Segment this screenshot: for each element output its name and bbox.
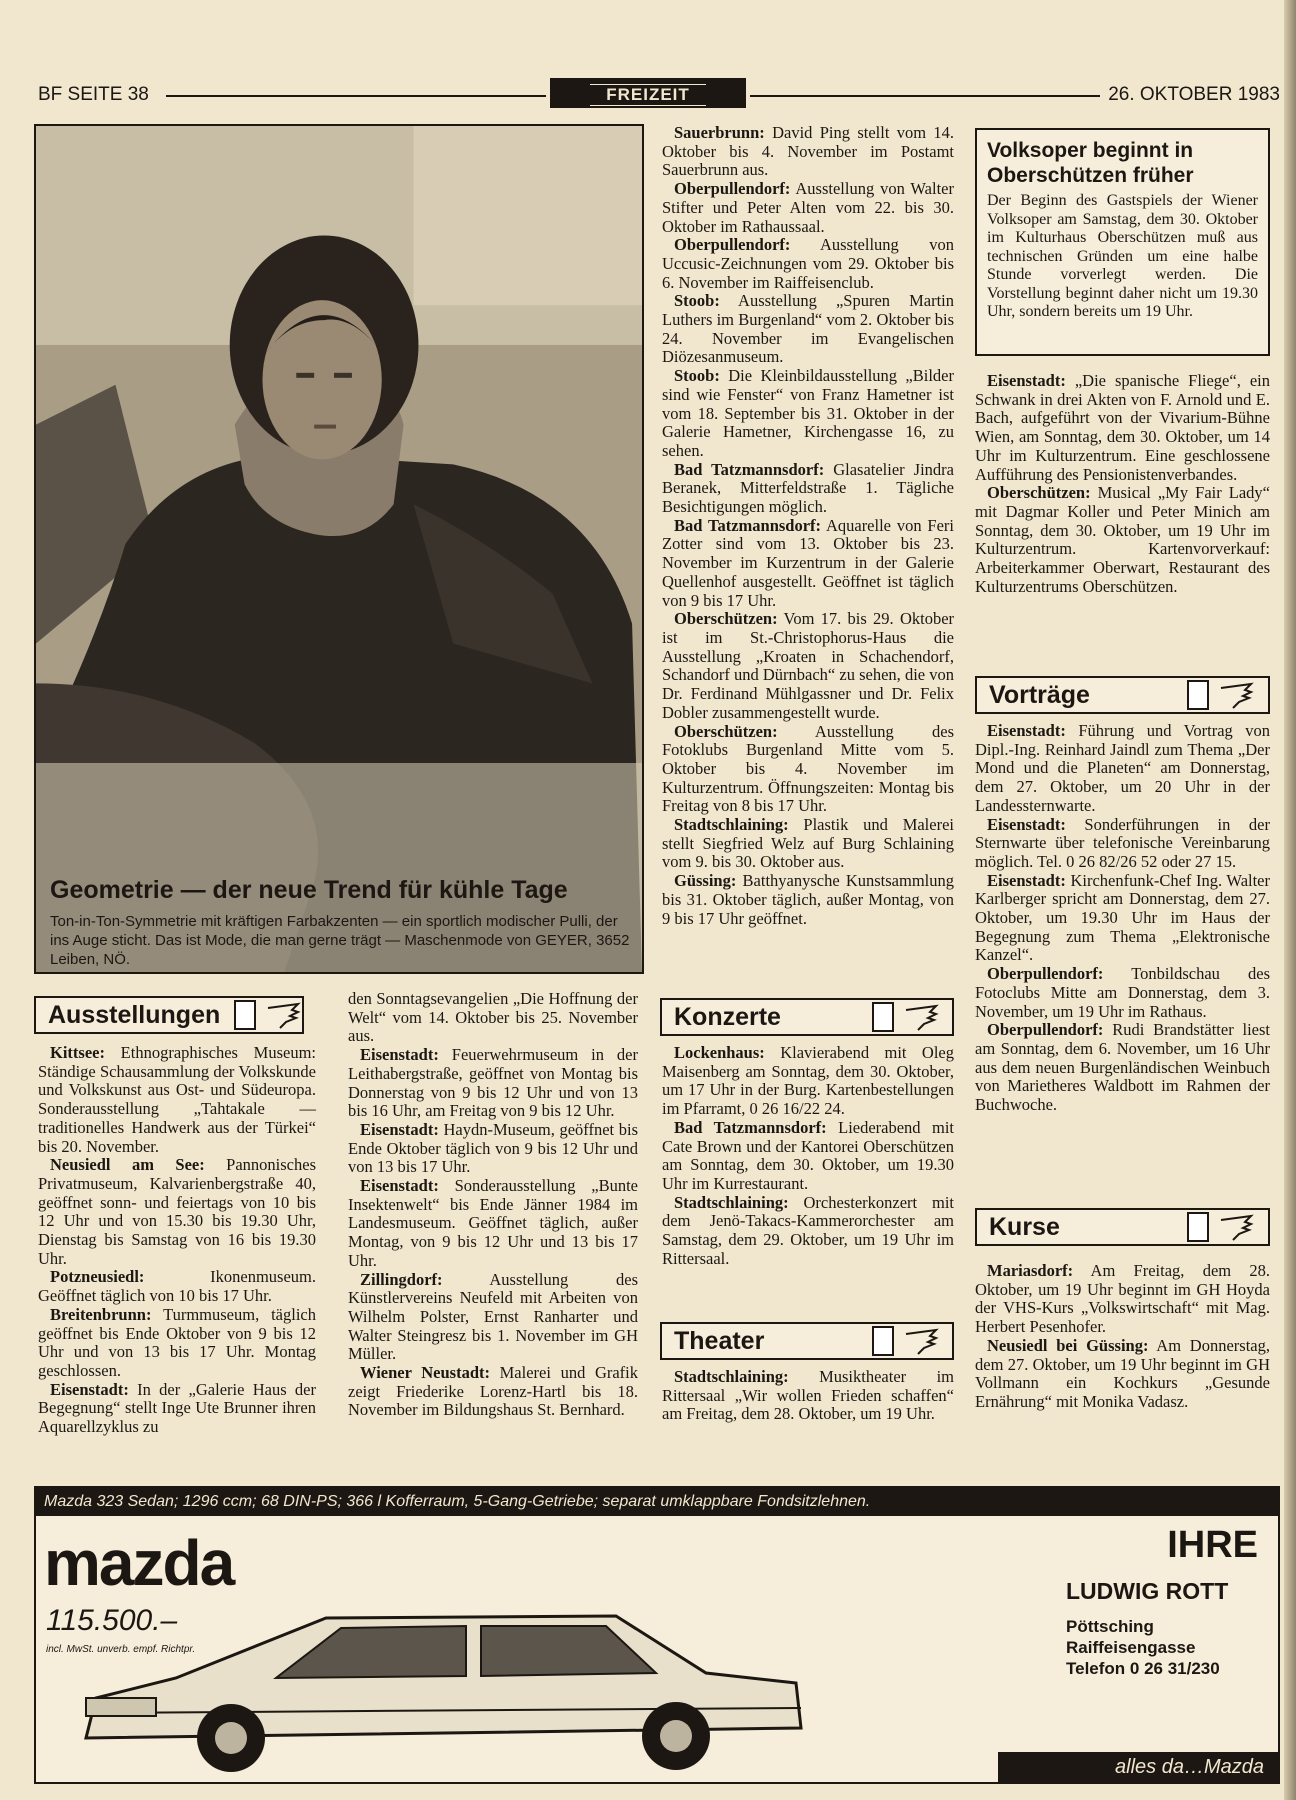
ad-price: 115.500.– <box>46 1604 178 1637</box>
mazda-logo: mazda <box>44 1527 234 1599</box>
list-item: Eisenstadt: Sonderausstellung „Bunte Insektenwelt“ bis Ende Jänner 1984 im Landesmuseum. Geöffnet täglich, außer Montag, von 9 bis 12 Uhr und 13 bis 17 Uhr. <box>348 1176 638 1270</box>
list-item: Breitenbrunn: Turmmuseum, täglich geöffnet bis Ende Oktober von 9 bis 12 Uhr und von 13 bis 17 Uhr. Montag geschlossen. <box>38 1304 316 1380</box>
pointing-hand-icon <box>902 1002 942 1032</box>
fashion-photo <box>34 124 644 974</box>
list-item: Stoob: Die Kleinbildausstellung „Bilder sind wie Fenster“ von Franz Hametner ist vom 18. September bis 31. Oktober in der Galerie Hametner, Kirchengasse 16, zu sehen. <box>662 366 954 460</box>
page-spine-shadow <box>1284 0 1296 1800</box>
section-header-vortraege <box>975 676 1270 714</box>
list-item: Potzneusiedl: Ikonenmuseum. Geöffnet täglich von 10 bis 17 Uhr. <box>38 1267 316 1306</box>
list-item: Bad Tatzmannsdorf: Glasatelier Jindra Beranek, Mitterfeldstraße 1. Tägliche Besichtigungen möglich. <box>662 459 954 517</box>
list-item: Stadtschlaining: Plastik und Malerei stellt Siegfried Welz auf Burg Schlaining vom 9. bis 30. Oktober aus. <box>662 815 954 872</box>
issue-date: 26. OKTOBER 1983 <box>1108 84 1280 105</box>
dealer-street: Raiffeisengasse <box>1066 1638 1196 1657</box>
checkbox-icon <box>1187 680 1209 710</box>
header-rule-left <box>166 95 546 97</box>
konzerte-column <box>662 1044 954 1268</box>
section-title: Kurse <box>989 1213 1060 1241</box>
list-item: Bad Tatzmannsdorf: Liederabend mit Cate Brown und der Kantorei Oberschützen am Sonntag, dem 30. Oktober, um 19.30 Uhr im Kurrestaurant. <box>662 1117 955 1193</box>
section-title: Ausstellungen <box>48 1001 221 1029</box>
ausstellungen-column-1 <box>38 1044 316 1437</box>
dealer-city: Pöttsching <box>1066 1617 1154 1636</box>
car-image <box>56 1578 816 1778</box>
section-header-kurse <box>975 1208 1270 1246</box>
section-title: Theater <box>674 1327 765 1355</box>
list-item: Eisenstadt: Führung und Vortrag von Dipl.-Ing. Reinhard Jaindl zum Thema „Der Mond und die Planeten“ am Donnerstag, dem 27. Oktober, um 20 Uhr in der Landessternwarte. <box>975 721 1271 815</box>
list-item: Lockenhaus: Klavierabend mit Oleg Maisenberg am Sonntag, dem 30. Oktober, um 17 Uhr in der Burg. Kartenbestellungen im Pfarramt, 0 26 16/22 24. <box>662 1043 954 1119</box>
right-column-top <box>975 372 1270 596</box>
section-header-ausstellungen <box>34 996 304 1034</box>
list-item: Kittsee: Ethnographisches Museum: Ständige Schausammlung der Volkskunde und Volkskunst aus Ost- und Südeuropa. Sonderausstellung „Tahtakale — traditionelles Handwerk aus der Türkei“ bis 20. November. <box>38 1043 316 1156</box>
list-item: den Sonntagsevangelien „Die Hoffnung der Welt“ vom 14. Oktober bis 25. November aus. <box>348 989 638 1046</box>
pointing-hand-icon <box>1217 680 1257 710</box>
list-item: Oberschützen: Vom 17. bis 29. Oktober ist im St.-Christophorus-Haus die Ausstellung „Kroaten in Schachendorf, Schandorf und Dürnbach“ zu sehen, die von Dr. Ferdinand Mühlgassner und Dr. Felix Dobler zusammengestellt wurde. <box>662 609 955 722</box>
list-item: Güssing: Batthyanysche Kunstsammlung bis 31. Oktober täglich, außer Montag, von 9 bis 17 Uhr geöffnet. <box>662 871 955 928</box>
photo-caption-title: Geometrie — der neue Trend für kühle Tage <box>50 876 568 904</box>
list-item: Eisenstadt: Sonderführungen in der Sternwarte über telefonische Vereinbarung möglich. Tel. 0 26 82/26 52 oder 27 15. <box>975 814 1270 871</box>
photo-caption-text: Ton-in-Ton-Symmetrie mit kräftigen Farbakzenten — ein sportlich modischer Pulli, der ins Auge sticht. Das ist Mode, die man gerne trägt — Maschenmode von GEYER, 3652 Leiben, NÖ. <box>50 913 630 968</box>
theater-column <box>662 1368 954 1424</box>
list-item: Neusiedl am See: Pannonisches Privatmuseum, Kalvarienbergstraße 40, geöffnet sonn- und feiertags von 10 bis 12 Uhr und von 15.30 bis 19.30 Uhr, Dienstag bis Samstag von 16 bis 19.30 Uhr. <box>38 1155 316 1268</box>
ad-slogan: alles da…Mazda <box>998 1752 1278 1782</box>
dealer-name: LUDWIG ROTT <box>1066 1578 1229 1604</box>
pointing-hand-icon <box>264 1000 304 1030</box>
list-item: Oberpullendorf: Ausstellung von Walter Stifter und Peter Alten vom 22. bis 30. Oktober im Rathaussaal. <box>662 179 954 236</box>
list-item: Wiener Neustadt: Malerei und Grafik zeigt Friederike Lorenz-Hartl bis 18. November im Bildungshaus St. Bernhard. <box>348 1363 639 1420</box>
section-title: Konzerte <box>674 1003 781 1031</box>
list-item: Eisenstadt: Haydn-Museum, geöffnet bis Ende Oktober täglich von 9 bis 12 Uhr und von 13 bis 17 Uhr. <box>348 1119 638 1177</box>
list-item: Oberpullendorf: Rudi Brandstätter liest am Sonntag, dem 6. November, um 16 Uhr aus dem neuen Burgenländischen Weinbuch von Marietheres Waldbott im Rahmen der Buchwoche. <box>975 1020 1270 1115</box>
header-rule-right <box>750 95 1100 97</box>
mazda-advertisement <box>34 1486 1280 1784</box>
checkbox-icon <box>1187 1212 1209 1242</box>
dealer-address <box>1066 1616 1220 1679</box>
pointing-hand-icon <box>1217 1212 1257 1242</box>
list-item: Stoob: Ausstellung „Spuren Martin Luthers im Burgenland“ vom 2. Oktober bis 24. November im Evangelischen Diözesanmuseum. <box>662 291 955 367</box>
list-item: Eisenstadt: In der „Galerie Haus der Begegnung“ stellt Inge Ute Brunner ihren Aquarellzyklus zu <box>38 1379 316 1437</box>
ad-price-note: incl. MwSt. unverb. empf. Richtpr. <box>46 1644 196 1655</box>
section-header-konzerte <box>660 998 954 1036</box>
checkbox-icon <box>234 1000 256 1030</box>
pointing-hand-icon <box>902 1326 942 1356</box>
list-item: Zillingdorf: Ausstellung des Künstlervereins Neufeld mit Arbeiten von Wilhelm Polster, Ernst Ranharter und Walter Steingresz bis 1. November im GH Müller. <box>348 1269 638 1364</box>
list-item: Oberschützen: Ausstellung des Fotoklubs Burgenland Mitte vom 5. Oktober bis 4. November im Kulturzentrum. Öffnungszeiten: Montag bis Freitag von 8 bis 17 Uhr. <box>662 721 954 816</box>
list-item: Sauerbrunn: David Ping stellt vom 14. Oktober bis 4. November im Postamt Sauerbrunn aus. <box>662 123 955 180</box>
list-item: Bad Tatzmannsdorf: Aquarelle von Feri Zotter sind vom 13. Oktober bis 23. November im Kurzentrum in der Galerie Quellenhof ausgestellt. Geöffnet ist täglich von 9 bis 17 Uhr. <box>662 515 954 610</box>
section-label: FREIZEIT <box>550 78 746 108</box>
list-item: Neusiedl bei Güssing: Am Donnerstag, dem 27. Oktober, um 19 Uhr beginnt im GH Vollmann ein Kochkurs „Gesunde Ernährung“ mit Monika Vadasz. <box>975 1335 1270 1411</box>
list-item: Eisenstadt: Kirchenfunk-Chef Ing. Walter Karlberger spricht am Donnerstag, dem 27. Oktober, um 19.30 Uhr im Haus der Begegnung zum Thema „Elektronische Kanzel“. <box>975 870 1270 965</box>
checkbox-icon <box>872 1326 894 1356</box>
list-item: Stadtschlaining: Musiktheater im Rittersaal „Wir wollen Frieden schaffen“ am Freitag, dem 28. Oktober, um 19 Uhr. <box>662 1367 955 1424</box>
ad-topline: Mazda 323 Sedan; 1296 ccm; 68 DIN-PS; 366 l Kofferraum, 5-Gang-Getriebe; separat umklappbare Fondsitzlehnen. <box>36 1488 1278 1516</box>
list-item: Eisenstadt: Feuerwehrmuseum in der Leithabergstraße, geöffnet von Montag bis Donnerstag von 9 bis 12 Uhr und von 13 bis 16 Uhr, am Freitag von 9 bis 12 Uhr. <box>348 1045 639 1121</box>
volksoper-box <box>975 128 1270 356</box>
section-title: Vorträge <box>989 681 1090 709</box>
list-item: Eisenstadt: „Die spanische Fliege“, ein Schwank in drei Akten von F. Arnold und E. Bach, aufgeführt von der Vivarium-Bühne Wien, am Sonntag, dem 30. Oktober, um 14 Uhr im Kulturzentrum. Eine geschlossene Aufführung des Pensionistenverbandes. <box>975 371 1270 484</box>
list-item: Stadtschlaining: Orchesterkonzert mit dem Jenö-Takacs-Kammerorchester am Samstag, dem 29. Oktober, um 19 Uhr im Rittersaal. <box>662 1192 955 1268</box>
vortraege-column <box>975 722 1270 1115</box>
ausstellungen-column-2 <box>348 990 638 1420</box>
list-item: Mariasdorf: Am Freitag, dem 28. Oktober, um 19 Uhr beginnt im GH Hoyda der VHS-Kurs „Volkswirtschaft“ mit Mag. Herbert Pesenhofer. <box>975 1261 1270 1337</box>
section-header-theater <box>660 1322 954 1360</box>
middle-column <box>662 124 954 928</box>
page-number: BF SEITE 38 <box>38 84 149 105</box>
page-header <box>38 84 1280 108</box>
list-item: Oberschützen: Musical „My Fair Lady“ mit Dagmar Koller und Peter Minich am Sonntag, dem 30. Oktober, um 19 Uhr im Kulturzentrum. Kartenvorverkauf: Arbeiterkammer Oberwart, Restaurant des Kulturzentrums Oberschützen. <box>975 483 1270 596</box>
checkbox-icon <box>872 1002 894 1032</box>
box-title: Volksoper beginnt in Oberschützen früher <box>987 139 1194 187</box>
box-text: Der Beginn des Gastspiels der Wiener Volksoper am Samstag, dem 30. Oktober im Kulturhaus Oberschützen muß aus technischen Gründen um eine halbe Stunde vorverlegt werden. Die Vorstellung beginnt daher nicht um 19.30 Uhr, sondern bereits um 19 Uhr. <box>987 192 1258 320</box>
list-item: Oberpullendorf: Ausstellung von Uccusic-Zeichnungen vom 29. Oktober bis 6. November im Raiffeisenclub. <box>662 235 954 292</box>
list-item: Oberpullendorf: Tonbildschau des Fotoclubs Mitte am Donnerstag, dem 3. November, um 19 Uhr im Rathaus. <box>975 964 1270 1021</box>
ad-ihre: IHRE <box>1167 1524 1258 1566</box>
kurse-column <box>975 1262 1270 1412</box>
photo-image <box>36 126 642 972</box>
dealer-phone: Telefon 0 26 31/230 <box>1066 1659 1220 1678</box>
